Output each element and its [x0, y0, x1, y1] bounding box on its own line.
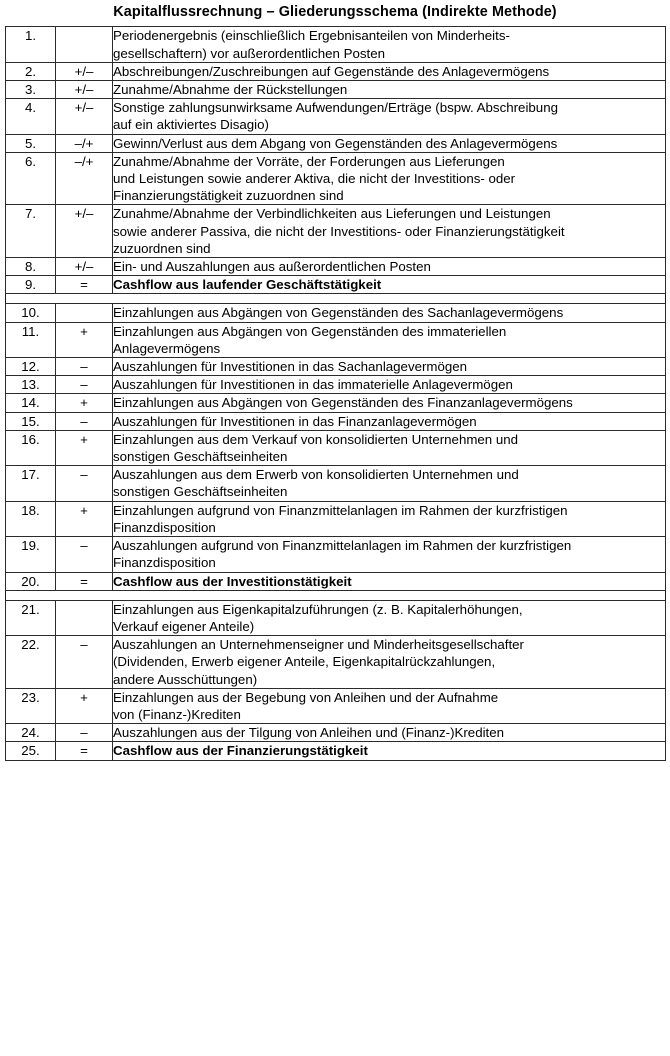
section-separator-row — [6, 590, 666, 600]
row-description-line: Zunahme/Abnahme der Rückstellungen — [113, 82, 348, 98]
row-description-cell — [113, 600, 666, 635]
table-row — [6, 322, 666, 357]
row-sign-cell: – — [56, 412, 113, 430]
row-description-line: Einzahlungen aus Eigenkapitalzuführungen (z. B. Kapitalerhöhungen, — [113, 601, 523, 617]
row-number-cell: 4. — [6, 99, 56, 134]
row-description-line: andere Ausschüttungen) — [113, 671, 258, 687]
row-sign-cell: +/– — [56, 62, 113, 80]
row-description-line: zuzuordnen sind — [113, 240, 211, 256]
row-description-line: Finanzdisposition — [113, 555, 216, 571]
section-separator-cell — [6, 590, 666, 600]
row-sign-cell: +/– — [56, 258, 113, 276]
table-row — [6, 501, 666, 536]
row-number-cell: 20. — [6, 572, 56, 590]
row-sign-cell: = — [56, 276, 113, 294]
row-number-cell: 23. — [6, 688, 56, 723]
row-description-line: Cashflow aus der Investitionstätigkeit — [113, 573, 352, 589]
scheme-table-body — [6, 27, 666, 760]
table-row — [6, 358, 666, 376]
row-description-cell — [113, 376, 666, 394]
table-row — [6, 412, 666, 430]
row-description-cell — [113, 430, 666, 465]
row-description-line: Einzahlungen aus dem Verkauf von konsolidierten Unternehmen und — [113, 431, 519, 447]
row-description-line: sonstigen Geschäftseinheiten — [113, 484, 288, 500]
table-row — [6, 134, 666, 152]
table-row — [6, 258, 666, 276]
row-description-cell — [113, 322, 666, 357]
row-number-cell: 12. — [6, 358, 56, 376]
row-sign-cell: + — [56, 394, 113, 412]
row-sign-cell: – — [56, 636, 113, 689]
row-sign-cell: + — [56, 430, 113, 465]
row-sign-cell: +/– — [56, 205, 113, 258]
table-row-total — [6, 276, 666, 294]
row-description-line: auf ein aktiviertes Disagio) — [113, 117, 269, 133]
row-description-line: Sonstige zahlungsunwirksame Aufwendungen/Erträge (bspw. Abschreibung — [113, 100, 558, 116]
row-sign-cell: – — [56, 537, 113, 572]
row-sign-cell: – — [56, 376, 113, 394]
table-row — [6, 81, 666, 99]
page-title: Kapitalflussrechnung – Gliederungsschema (Indirekte Methode) — [113, 4, 557, 20]
row-description-line: Ein- und Auszahlungen aus außerordentlichen Posten — [113, 259, 431, 275]
row-description-cell — [113, 276, 666, 294]
row-number-cell: 9. — [6, 276, 56, 294]
table-row — [6, 62, 666, 80]
table-row — [6, 152, 666, 205]
row-description-cell — [113, 537, 666, 572]
row-number-cell: 1. — [6, 27, 56, 62]
row-description-line: Zunahme/Abnahme der Vorräte, der Forderungen aus Lieferungen — [113, 153, 505, 169]
row-sign-cell: +/– — [56, 81, 113, 99]
row-number-cell: 19. — [6, 537, 56, 572]
row-description-line: Auszahlungen für Investitionen in das Finanzanlagevermögen — [113, 413, 477, 429]
cash-flow-scheme-table — [5, 26, 666, 760]
row-sign-cell: + — [56, 501, 113, 536]
row-number-cell: 14. — [6, 394, 56, 412]
row-number-cell: 8. — [6, 258, 56, 276]
row-number-cell: 25. — [6, 742, 56, 760]
row-number-cell: 18. — [6, 501, 56, 536]
row-description-cell — [113, 466, 666, 501]
scheme-sheet — [5, 26, 665, 760]
row-number-cell: 16. — [6, 430, 56, 465]
row-description-cell — [113, 394, 666, 412]
row-description-cell — [113, 258, 666, 276]
row-description-line: Verkauf eigener Anteile) — [113, 618, 255, 634]
row-description-cell — [113, 27, 666, 62]
table-row — [6, 688, 666, 723]
row-description-line: Gewinn/Verlust aus dem Abgang von Gegenständen des Anlagevermögens — [113, 135, 558, 151]
row-description-line: Einzahlungen aus Abgängen von Gegenständen des Sachanlagevermögens — [113, 305, 564, 321]
row-number-cell: 11. — [6, 322, 56, 357]
row-description-line: gesellschaftern) vor außerordentlichen Posten — [113, 45, 385, 61]
row-description-line: sowie anderer Passiva, die nicht der Investitions- oder Finanzierungstätigkeit — [113, 223, 565, 239]
row-description-line: (Dividenden, Erwerb eigener Anteile, Eigenkapitalrückzahlungen, — [113, 654, 496, 670]
row-description-line: Periodenergebnis (einschließlich Ergebnisanteilen von Minderheits- — [113, 28, 510, 44]
row-number-cell: 5. — [6, 134, 56, 152]
row-sign-cell: –/+ — [56, 134, 113, 152]
table-row — [6, 304, 666, 322]
row-description-line: Einzahlungen aus Abgängen von Gegenständen des immateriellen — [113, 323, 507, 339]
row-number-cell: 3. — [6, 81, 56, 99]
row-description-line: Finanzierungstätigkeit zuzuordnen sind — [113, 188, 344, 204]
row-number-cell: 6. — [6, 152, 56, 205]
row-description-line: und Leistungen sowie anderer Aktiva, die nicht der Investitions- oder — [113, 171, 516, 187]
row-sign-cell: + — [56, 688, 113, 723]
row-sign-cell: +/– — [56, 99, 113, 134]
row-description-line: Auszahlungen aufgrund von Finanzmittelanlagen im Rahmen der kurzfristigen — [113, 538, 572, 554]
row-description-cell — [113, 412, 666, 430]
row-description-line: Auszahlungen aus dem Erwerb von konsolidierten Unternehmen und — [113, 467, 519, 483]
row-description-line: sonstigen Geschäftseinheiten — [113, 449, 288, 465]
row-description-cell — [113, 688, 666, 723]
row-sign-cell: = — [56, 572, 113, 590]
row-sign-cell — [56, 600, 113, 635]
row-description-line: Auszahlungen für Investitionen in das Sachanlagevermögen — [113, 359, 468, 375]
row-sign-cell — [56, 304, 113, 322]
row-description-line: Auszahlungen an Unternehmenseigner und Minderheitsgesellschafter — [113, 637, 524, 653]
table-row — [6, 376, 666, 394]
row-description-line: Einzahlungen aufgrund von Finanzmittelanlagen im Rahmen der kurzfristigen — [113, 502, 568, 518]
row-number-cell: 17. — [6, 466, 56, 501]
table-row-total — [6, 572, 666, 590]
row-description-cell — [113, 134, 666, 152]
row-description-line: Abschreibungen/Zuschreibungen auf Gegenstände des Anlagevermögens — [113, 63, 550, 79]
row-description-line: Auszahlungen aus der Tilgung von Anleihen und (Finanz-)Krediten — [113, 725, 505, 741]
row-description-cell — [113, 81, 666, 99]
table-row — [6, 636, 666, 689]
row-sign-cell — [56, 27, 113, 62]
row-sign-cell: – — [56, 466, 113, 501]
row-description-cell — [113, 304, 666, 322]
row-description-line: Einzahlungen aus der Begebung von Anleihen und der Aufnahme — [113, 689, 499, 705]
row-description-line: Cashflow aus laufender Geschäftstätigkeit — [113, 277, 382, 293]
table-row — [6, 205, 666, 258]
row-description-cell — [113, 636, 666, 689]
row-number-cell: 15. — [6, 412, 56, 430]
row-description-cell — [113, 99, 666, 134]
row-number-cell: 24. — [6, 724, 56, 742]
row-sign-cell: = — [56, 742, 113, 760]
row-number-cell: 13. — [6, 376, 56, 394]
row-sign-cell: + — [56, 322, 113, 357]
table-row — [6, 600, 666, 635]
table-row — [6, 99, 666, 134]
row-number-cell: 21. — [6, 600, 56, 635]
row-description-cell — [113, 572, 666, 590]
table-row — [6, 466, 666, 501]
row-description-line: von (Finanz-)Krediten — [113, 706, 241, 722]
row-number-cell: 7. — [6, 205, 56, 258]
row-sign-cell: –/+ — [56, 152, 113, 205]
row-number-cell: 22. — [6, 636, 56, 689]
row-description-cell — [113, 501, 666, 536]
row-description-line: Zunahme/Abnahme der Verbindlichkeiten aus Lieferungen und Leistungen — [113, 206, 551, 222]
row-sign-cell: – — [56, 724, 113, 742]
row-description-line: Cashflow aus der Finanzierungstätigkeit — [113, 743, 368, 759]
row-description-line: Auszahlungen für Investitionen in das immaterielle Anlagevermögen — [113, 377, 513, 393]
table-row — [6, 537, 666, 572]
row-number-cell: 2. — [6, 62, 56, 80]
row-description-cell — [113, 724, 666, 742]
row-description-cell — [113, 152, 666, 205]
table-row-total — [6, 742, 666, 760]
table-row — [6, 394, 666, 412]
row-description-cell — [113, 742, 666, 760]
row-number-cell: 10. — [6, 304, 56, 322]
row-description-cell — [113, 62, 666, 80]
row-description-line: Einzahlungen aus Abgängen von Gegenständen des Finanzanlagevermögens — [113, 395, 573, 411]
row-description-cell — [113, 358, 666, 376]
row-description-line: Anlagevermögens — [113, 340, 221, 356]
table-row — [6, 430, 666, 465]
row-sign-cell: – — [56, 358, 113, 376]
row-description-cell — [113, 205, 666, 258]
row-description-line: Finanzdisposition — [113, 519, 216, 535]
table-row — [6, 724, 666, 742]
table-row — [6, 27, 666, 62]
section-separator-row — [6, 294, 666, 304]
section-separator-cell — [6, 294, 666, 304]
